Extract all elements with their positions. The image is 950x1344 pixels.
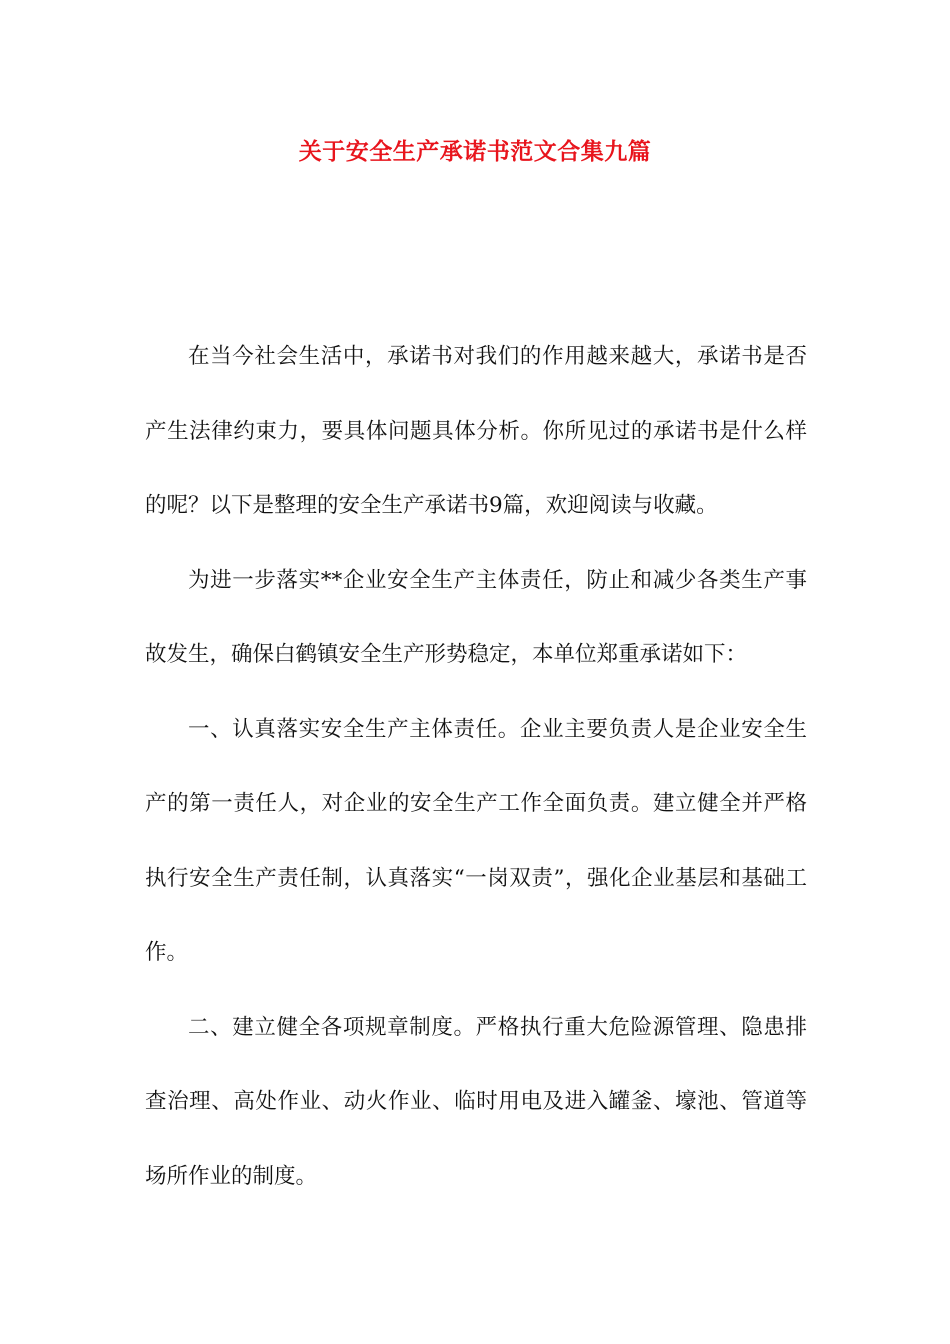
paragraph-intro: 在当今社会生活中，承诺书对我们的作用越来越大，承诺书是否产生法律约束力，要具体问题具体分析。你所见过的承诺书是什么样的呢？以下是整理的安全生产承诺书9篇，欢迎阅读与收藏。 [145,344,807,518]
document-title: 关于安全生产承诺书范文合集九篇 [298,138,652,165]
paragraph-item-2: 二、建立健全各项规章制度。严格执行重大危险源管理、隐患排查治理、高处作业、动火作业、临时用电及进入罐釜、壕池、管道等场所作业的制度。 [145,1014,807,1189]
paragraph-commitment-preamble: 为进一步落实**企业安全生产主体责任，防止和减少各类生产事故发生，确保白鹤镇安全生产形势稳定，本单位郑重承诺如下： [145,567,807,667]
paragraph-item-1: 一、认真落实安全生产主体责任。企业主要负责人是企业安全生产的第一责任人，对企业的安全生产工作全面负责。建立健全并严格执行安全生产责任制，认真落实“一岗双责”，强化企业基层和基础工作。 [145,716,807,965]
document-body [145,320,807,1214]
